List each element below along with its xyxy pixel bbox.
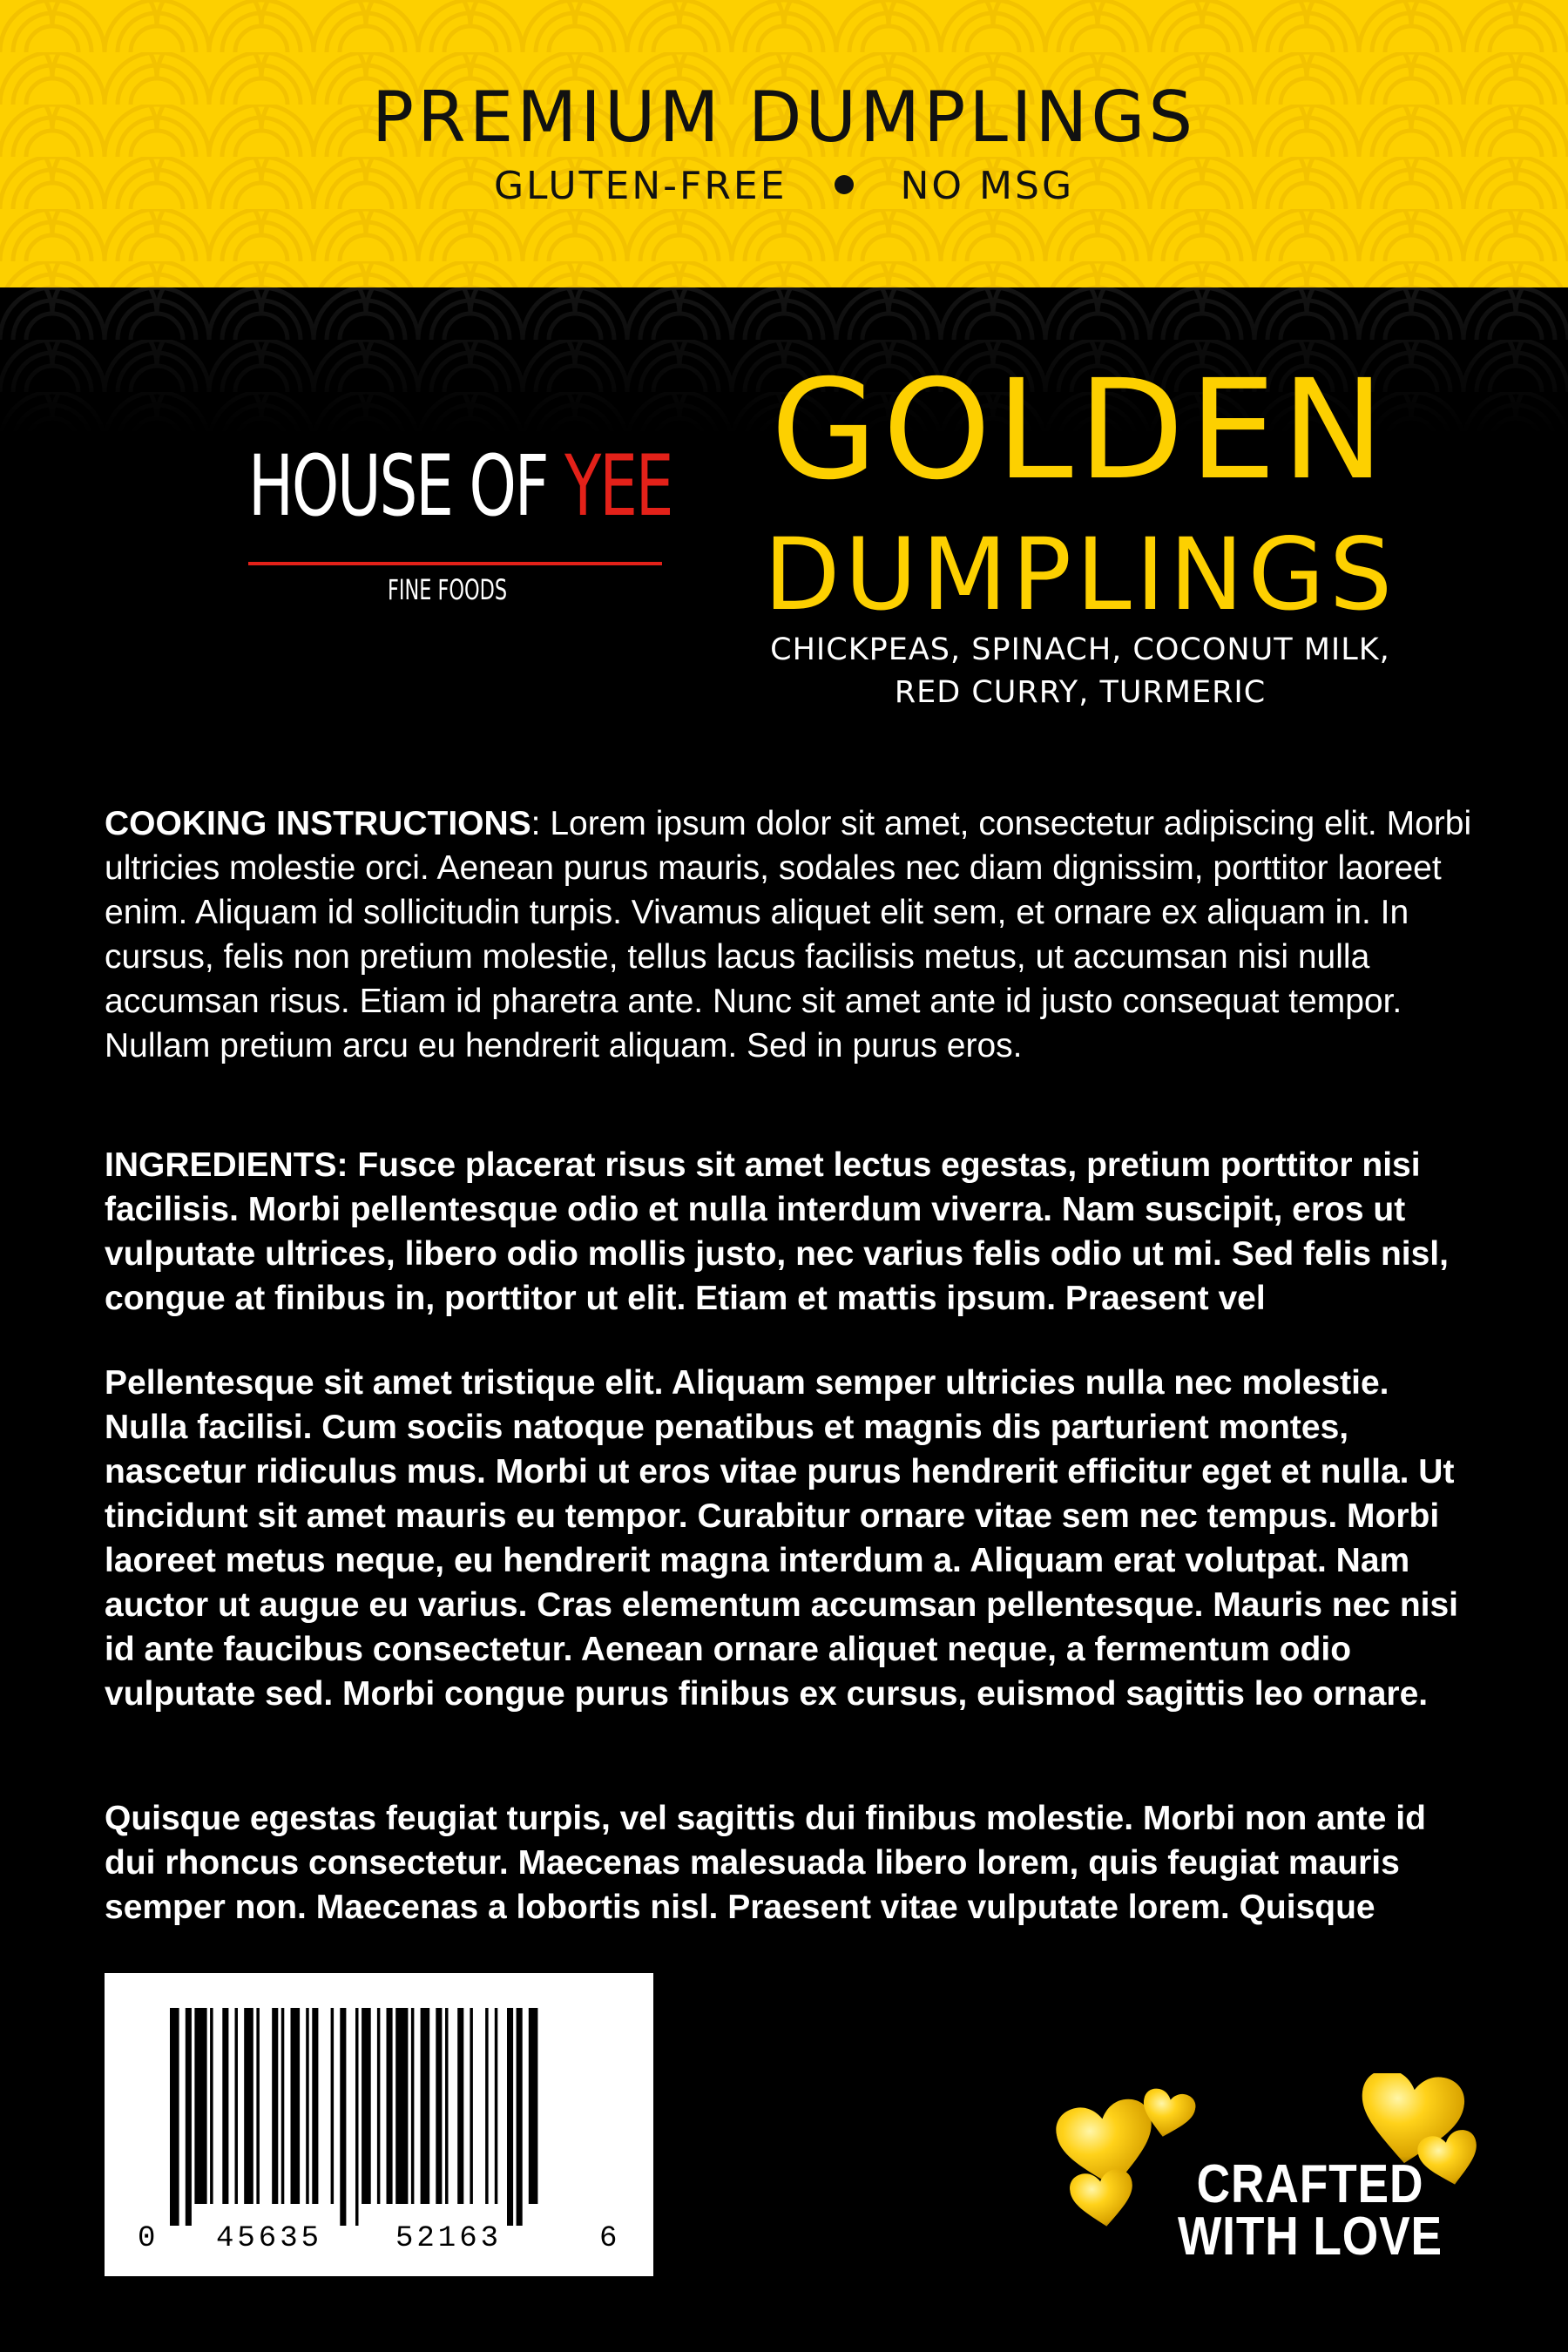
ingredients: INGREDIENTS: Fusce placerat risus sit amet lectus egestas, pretium porttitor nisi facilisis. Morbi pellentesque odio et nulla interdum viverra. Nam suscipit, eros ut vulputate ultrices, libero odio mollis justo, nec varius felis odio ut mi. Sed felis nisl, congue at finibus in, porttitor ut elit. Etiam et mattis ipsum. Praesent vel xyxy=(105,1146,1449,1317)
cooking-instructions xyxy=(105,801,1472,1068)
flavors-line2: RED CURRY, TURMERIC xyxy=(894,675,1267,710)
flavors-line1: CHICKPEAS, SPINACH, COCONUT MILK, xyxy=(770,632,1390,667)
product-title xyxy=(740,350,1420,632)
description-paragraph-2: Quisque egestas feugiat turpis, vel sagittis dui finibus molestie. Morbi non ante id dui rhoncus consectetur. Maecenas malesuada libero lorem, quis feugiat mauris semper non. Maecenas a lobortis nisl. Praesent vitae vulputate lorem. Quisque xyxy=(105,1800,1426,1926)
logo-underline xyxy=(248,562,662,565)
product-flavors xyxy=(749,629,1411,714)
brand-tagline: FINE FOODS xyxy=(388,573,508,606)
barcode-group-right: 52163 xyxy=(395,2222,503,2255)
tag-gluten-free: GLUTEN-FREE xyxy=(493,164,787,208)
barcode-group-left: 45635 xyxy=(216,2222,323,2255)
product-title-line1: GOLDEN xyxy=(770,350,1390,510)
brand-name xyxy=(248,437,672,535)
description-paragraph: Pellentesque sit amet tristique elit. Aliquam semper ultricies nulla nec molestie. Nulla facilisi. Cum sociis natoque penatibus et magnis dis parturient montes, nascetur ridiculus mus. Morbi ut eros vitae purus hendrerit efficitur eget et nulla. Ut tincidunt sit amet mauris eu tempor. Curabitur ornare vitae sem nec tempus. Morbi laoreet metus neque, eu hendrerit magna interdum a. Aliquam erat volutpat. Nam auctor ut augue eu varius. Cras elementum accumsan pellentesque. Mauris nec nisi id ante faucibus consectetur. Aenean ornare aliquet neque, a fermentum odio vulputate sed. Morbi congue purus finibus ex cursus, euismod sagittis leo ornare. xyxy=(105,1364,1459,1713)
product-title-line2: DUMPLINGS xyxy=(763,517,1397,632)
barcode-digit-last: 6 xyxy=(599,2222,618,2255)
banner-title: PREMIUM DUMPLINGS xyxy=(371,77,1197,158)
brand-logo xyxy=(248,437,672,610)
tag-no-msg: NO MSG xyxy=(900,164,1075,208)
brand-name-accent: YEE xyxy=(564,437,672,535)
barcode-digit-first: 0 xyxy=(138,2222,156,2255)
badge-text xyxy=(1178,2154,1443,2267)
badge-line1: CRAFTED xyxy=(1196,2154,1424,2214)
cooking-text: : Lorem ipsum dolor sit amet, consectetur adipiscing elit. Morbi ultricies molestie orci. Aenean purus mauris, sodales nec diam dignissim, porttitor laoreet enim. Aliquam id sollicitudin turpis. Vivamus aliquet elit sem, et ornare ex aliquam in. In cursus, felis non pretium molestie, tellus lacus facilisis metus, ut accumsan nisi nulla accumsan risus. Etiam id pharetra ante. Nunc sit amet ante id justo consequat tempor. Nullam pretium arcu eu hendrerit aliquam. Sed in purus eros. xyxy=(105,805,1472,1064)
badge-line2: WITH LOVE xyxy=(1178,2207,1443,2267)
brand-name-main: HOUSE OF xyxy=(248,437,565,535)
crafted-with-love-badge xyxy=(1054,2073,1490,2274)
bullet-icon xyxy=(835,175,854,194)
cooking-label: COOKING INSTRUCTIONS xyxy=(105,805,531,842)
banner-tags xyxy=(0,164,1568,208)
top-banner xyxy=(0,0,1568,287)
barcode xyxy=(105,1973,653,2276)
